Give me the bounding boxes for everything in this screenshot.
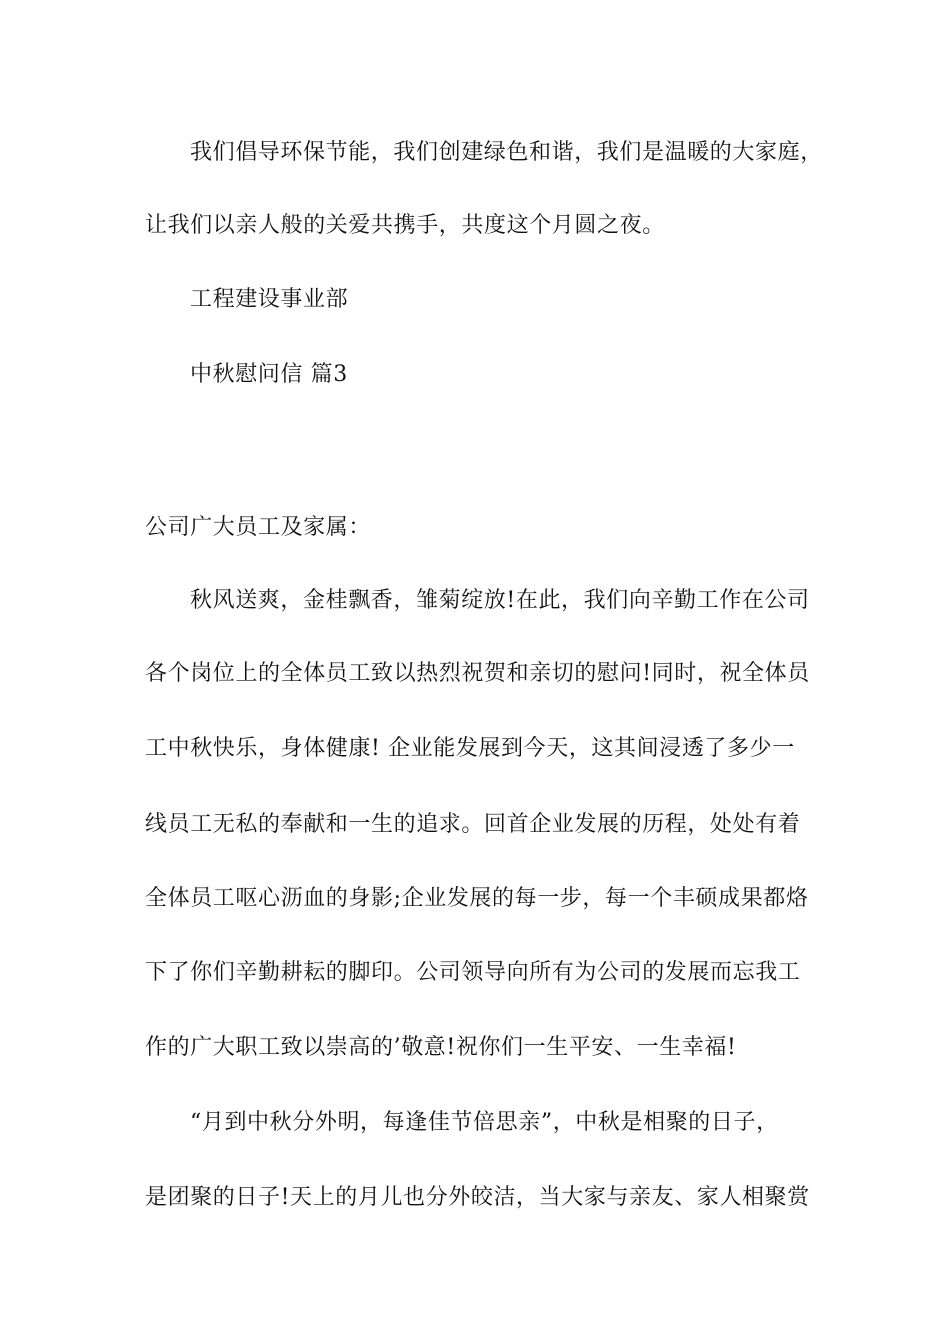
section-heading: 中秋慰问信 篇3 [190, 362, 348, 387]
paragraph-line: 是团聚的日子!天上的月儿也分外皎洁，当大家与亲友、家人相聚赏 [145, 1185, 810, 1210]
paragraph-line: “月到中秋分外明，每逢佳节倍思亲”，中秋是相聚的日子， [190, 1110, 779, 1135]
salutation: 公司广大员工及家属： [145, 515, 372, 540]
paragraph-line: 下了你们辛勤耕耘的脚印。公司领导向所有为公司的发展而忘我工 [145, 960, 801, 985]
paragraph-line: 秋风送爽，金桂飘香，雏菊绽放!在此，我们向辛勤工作在公司 [190, 588, 810, 613]
paragraph-line: 全体员工呕心沥血的身影;企业发展的每一步，每一个丰硕成果都烙 [145, 886, 809, 911]
paragraph-line: 我们倡导环保节能，我们创建绿色和谐，我们是温暖的大家庭， [190, 140, 823, 165]
paragraph-line: 工中秋快乐，身体健康! 企业能发展到今天，这其间浸透了多少一 [145, 736, 795, 761]
paragraph-line: 各个岗位上的全体员工致以热烈祝贺和亲切的慰问!同时，祝全体员 [145, 661, 810, 686]
department-signature: 工程建设事业部 [190, 287, 349, 312]
paragraph-line: 线员工无私的奉献和一生的追求。回首企业发展的历程，处处有着 [145, 812, 801, 837]
paragraph-line: 作的广大职工致以崇高的’敬意!祝你们一生平安、一生幸福! [145, 1035, 737, 1060]
paragraph-line: 让我们以亲人般的关爱共携手，共度这个月圆之夜。 [145, 213, 665, 238]
